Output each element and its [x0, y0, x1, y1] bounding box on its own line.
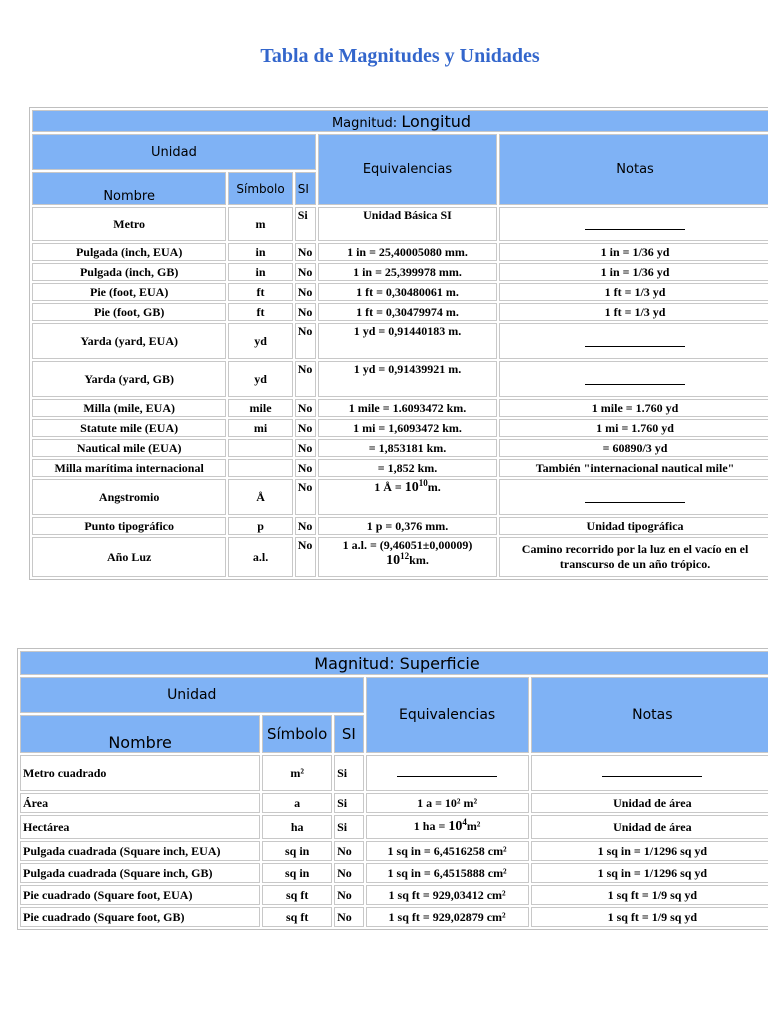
si-header: SI — [295, 172, 316, 205]
si-cell: No — [295, 263, 316, 281]
notas-cell: Unidad de área — [531, 815, 768, 839]
nombre-cell: Angstromio — [32, 479, 226, 515]
table-row — [20, 841, 768, 861]
equivalencias-header: Equivalencias — [318, 134, 497, 205]
si-cell: No — [295, 439, 316, 457]
nombre-cell: Metro cuadrado — [20, 755, 260, 791]
table-row — [32, 263, 768, 281]
table-row — [20, 907, 768, 927]
equivalencia-cell: Unidad Básica SI — [318, 207, 497, 241]
nombre-cell: Statute mile (EUA) — [32, 419, 226, 437]
simbolo-cell: ha — [262, 815, 332, 839]
si-cell: No — [334, 863, 363, 883]
equivalencia-cell: 1 in = 25,40005080 mm. — [318, 243, 497, 261]
table-row — [32, 323, 768, 359]
nombre-cell: Nautical mile (EUA) — [32, 439, 226, 457]
equivalencia-cell: 1 in = 25,399978 mm. — [318, 263, 497, 281]
nombre-cell: Pulgada cuadrada (Square inch, GB) — [20, 863, 260, 883]
notas-cell: = 60890/3 yd — [499, 439, 768, 457]
magnitud-header: Magnitud: Superficie — [20, 651, 768, 675]
equivalencia-cell: 1 p = 0,376 mm. — [318, 517, 497, 535]
si-cell: No — [295, 283, 316, 301]
nombre-cell: Pulgada cuadrada (Square inch, EUA) — [20, 841, 260, 861]
notas-cell — [499, 207, 768, 241]
simbolo-cell — [228, 439, 292, 457]
nombre-cell: Yarda (yard, EUA) — [32, 323, 226, 359]
equivalencia-cell: 1 ft = 0,30479974 m. — [318, 303, 497, 321]
nombre-header: Nombre — [20, 715, 260, 753]
equivalencia-cell: 1 a.l. = (9,46051±0,00009) $10^{12}km$. — [318, 537, 497, 577]
si-cell: No — [334, 885, 363, 905]
notas-cell: 1 ft = 1/3 yd — [499, 283, 768, 301]
nombre-cell: Milla marítima internacional — [32, 459, 226, 477]
nombre-cell: Año Luz — [32, 537, 226, 577]
equivalencias-header: Equivalencias — [366, 677, 529, 753]
notas-cell: Camino recorrido por la luz en el vacío en el transcurso de un año trópico. — [499, 537, 768, 577]
equivalencia-cell: 1 yd = 0,91439921 m. — [318, 361, 497, 397]
notas-cell: 1 mile = 1.760 yd — [499, 399, 768, 417]
equivalencia-cell: 1 ft = 0,30480061 m. — [318, 283, 497, 301]
table-row — [32, 439, 768, 457]
page-title: Tabla de Magnitudes y Unidades — [260, 45, 540, 67]
notas-header: Notas — [531, 677, 768, 753]
equivalencia-cell — [366, 755, 529, 791]
superficie-table — [17, 648, 768, 930]
longitud-table — [29, 107, 768, 580]
table-row — [32, 459, 768, 477]
table-row — [32, 243, 768, 261]
table-row — [20, 885, 768, 905]
table-row — [32, 537, 768, 577]
notas-cell: También "internacional nautical mile" — [499, 459, 768, 477]
equivalencia-cell: = 1,852 km. — [318, 459, 497, 477]
simbolo-cell: sq ft — [262, 907, 332, 927]
nombre-header: Nombre — [32, 172, 226, 205]
equivalencia-cell: 1 mile = 1.6093472 km. — [318, 399, 497, 417]
table-row — [32, 419, 768, 437]
notas-cell: 1 in = 1/36 yd — [499, 263, 768, 281]
si-cell: Si — [334, 755, 363, 791]
si-cell: Si — [295, 207, 316, 241]
notas-header: Notas — [499, 134, 768, 205]
nombre-cell: Pie (foot, EUA) — [32, 283, 226, 301]
equivalencia-cell: 1 yd = 0,91440183 m. — [318, 323, 497, 359]
notas-cell: 1 ft = 1/3 yd — [499, 303, 768, 321]
simbolo-cell: yd — [228, 361, 292, 397]
simbolo-cell: m — [228, 207, 292, 241]
si-cell: No — [295, 419, 316, 437]
simbolo-cell: sq in — [262, 863, 332, 883]
equivalencia-cell: 1 sq in = 6,4515888 cm² — [366, 863, 529, 883]
simbolo-cell: in — [228, 263, 292, 281]
simbolo-cell — [228, 459, 292, 477]
simbolo-cell: p — [228, 517, 292, 535]
si-cell: No — [295, 459, 316, 477]
notas-cell — [499, 479, 768, 515]
table-row — [32, 207, 768, 241]
simbolo-cell: sq ft — [262, 885, 332, 905]
notas-cell: 1 sq ft = 1/9 sq yd — [531, 907, 768, 927]
simbolo-cell: m² — [262, 755, 332, 791]
si-cell: No — [295, 537, 316, 577]
table-row — [20, 793, 768, 813]
nombre-cell: Metro — [32, 207, 226, 241]
nombre-cell: Pie cuadrado (Square foot, GB) — [20, 907, 260, 927]
simbolo-cell: in — [228, 243, 292, 261]
si-cell: No — [295, 399, 316, 417]
equivalencia-cell: 1 a = 10² m² — [366, 793, 529, 813]
equivalencia-cell: 1 sq in = 6,4516258 cm² — [366, 841, 529, 861]
equivalencia-cell: 1 Å = $10^{10}m$. — [318, 479, 497, 515]
table-row — [32, 303, 768, 321]
equivalencia-cell: 1 sq ft = 929,02879 cm² — [366, 907, 529, 927]
table-row — [20, 815, 768, 839]
table-row — [32, 517, 768, 535]
nombre-cell: Pulgada (inch, EUA) — [32, 243, 226, 261]
notas-cell: 1 sq ft = 1/9 sq yd — [531, 885, 768, 905]
si-cell: No — [334, 841, 363, 861]
simbolo-header: Símbolo — [262, 715, 332, 753]
simbolo-cell: yd — [228, 323, 292, 359]
simbolo-cell: ft — [228, 283, 292, 301]
si-cell: No — [295, 303, 316, 321]
simbolo-cell: Å — [228, 479, 292, 515]
nombre-cell: Pulgada (inch, GB) — [32, 263, 226, 281]
simbolo-cell: ft — [228, 303, 292, 321]
notas-cell: Unidad tipográfica — [499, 517, 768, 535]
si-cell: No — [295, 323, 316, 359]
unidad-header: Unidad — [32, 134, 316, 170]
simbolo-header: Símbolo — [228, 172, 292, 205]
table-row — [32, 283, 768, 301]
simbolo-cell: mi — [228, 419, 292, 437]
table-row — [20, 755, 768, 791]
si-cell: No — [334, 907, 363, 927]
notas-cell — [499, 361, 768, 397]
simbolo-cell: mile — [228, 399, 292, 417]
notas-cell — [499, 323, 768, 359]
magnitud-header: Magnitud: Longitud — [32, 110, 768, 132]
nombre-cell: Área — [20, 793, 260, 813]
notas-cell — [531, 755, 768, 791]
nombre-cell: Milla (mile, EUA) — [32, 399, 226, 417]
notas-cell: Unidad de área — [531, 793, 768, 813]
si-cell: Si — [334, 793, 363, 813]
table-row — [32, 479, 768, 515]
nombre-cell: Hectárea — [20, 815, 260, 839]
unidad-header: Unidad — [20, 677, 364, 713]
simbolo-cell: sq in — [262, 841, 332, 861]
nombre-cell: Pie (foot, GB) — [32, 303, 226, 321]
si-cell: Si — [334, 815, 363, 839]
simbolo-cell: a.l. — [228, 537, 292, 577]
notas-cell: 1 in = 1/36 yd — [499, 243, 768, 261]
si-cell: No — [295, 243, 316, 261]
si-cell: No — [295, 479, 316, 515]
equivalencia-cell: 1 ha = $10^4m^2$ — [366, 815, 529, 839]
equivalencia-cell: = 1,853181 km. — [318, 439, 497, 457]
si-cell: No — [295, 361, 316, 397]
notas-cell: 1 sq in = 1/1296 sq yd — [531, 841, 768, 861]
notas-cell: 1 sq in = 1/1296 sq yd — [531, 863, 768, 883]
nombre-cell: Pie cuadrado (Square foot, EUA) — [20, 885, 260, 905]
table-row — [20, 863, 768, 883]
simbolo-cell: a — [262, 793, 332, 813]
table-row — [32, 361, 768, 397]
notas-cell: 1 mi = 1.760 yd — [499, 419, 768, 437]
table-row — [32, 399, 768, 417]
nombre-cell: Yarda (yard, GB) — [32, 361, 226, 397]
si-cell: No — [295, 517, 316, 535]
nombre-cell: Punto tipográfico — [32, 517, 226, 535]
equivalencia-cell: 1 mi = 1,6093472 km. — [318, 419, 497, 437]
equivalencia-cell: 1 sq ft = 929,03412 cm² — [366, 885, 529, 905]
si-header: SI — [334, 715, 363, 753]
